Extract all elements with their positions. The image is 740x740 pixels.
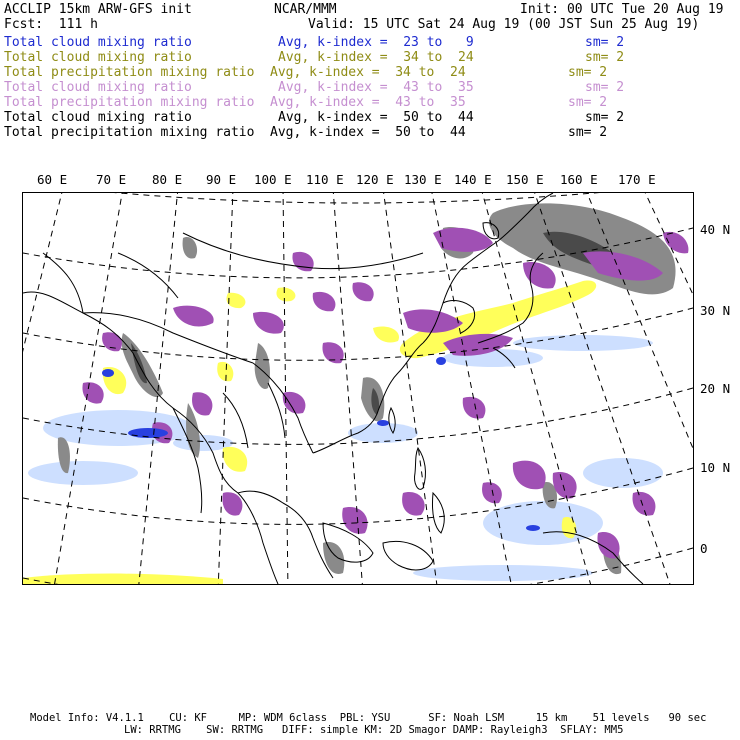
field-name: Total precipitation mixing ratio [4,65,255,80]
field-name: Total precipitation mixing ratio [4,95,255,110]
lat-label: 0 [700,541,708,556]
lon-label: 150 E [506,172,544,187]
lon-label: 70 E [96,172,127,187]
lon-label: 130 E [404,172,442,187]
lon-label: 100 E [254,172,292,187]
field-smoothing: sm= 2 [585,110,625,125]
field-avg: Avg, k-index = 50 to 44 [278,110,474,125]
field-avg: Avg, k-index = 43 to 35 [278,80,474,95]
field-avg: Avg, k-index = 23 to 9 [278,35,474,50]
lat-label: 40 N [700,222,731,237]
lat-label: 20 N [700,381,731,396]
lat-label: 10 N [700,460,731,475]
field-name: Total cloud mixing ratio [4,35,192,50]
organization-label: NCAR/MMM [274,2,337,17]
model-title: ACCLIP 15km ARW-GFS init [4,2,192,17]
field-smoothing: sm= 2 [585,80,625,95]
field-avg: Avg, k-index = 34 to 24 [270,65,466,80]
field-name: Total cloud mixing ratio [4,50,192,65]
field-smoothing: sm= 2 [568,95,608,110]
map-canvas [23,193,693,584]
map-panel [22,192,694,585]
field-avg: Avg, k-index = 43 to 35 [270,95,466,110]
model-info-line1: Model Info: V4.1.1 CU: KF MP: WDM 6class PBL: YSU SF: Noah LSM 15 km 51 levels 90 sec [30,712,707,724]
field-name: Total cloud mixing ratio [4,80,192,95]
init-time: Init: 00 UTC Tue 20 Aug 19 [520,2,724,17]
lon-label: 110 E [306,172,344,187]
field-smoothing: sm= 2 [568,125,608,140]
field-name: Total cloud mixing ratio [4,110,192,125]
field-avg: Avg, k-index = 50 to 44 [270,125,466,140]
lon-label: 90 E [206,172,237,187]
lon-label: 60 E [37,172,68,187]
lon-label: 80 E [152,172,183,187]
field-name: Total precipitation mixing ratio [4,125,255,140]
lon-label: 120 E [356,172,394,187]
model-info-line2: LW: RRTMG SW: RRTMG DIFF: simple KM: 2D Smagor DAMP: Rayleigh3 SFLAY: MM5 [124,724,624,736]
lon-label: 170 E [618,172,656,187]
field-smoothing: sm= 2 [585,35,625,50]
light-blue-cloud-field [28,335,663,581]
forecast-hour: Fcst: 111 h [4,17,98,32]
field-avg: Avg, k-index = 34 to 24 [278,50,474,65]
lon-label: 160 E [560,172,598,187]
lat-label: 30 N [700,303,731,318]
field-smoothing: sm= 2 [568,65,608,80]
lon-label: 140 E [454,172,492,187]
valid-time: Valid: 15 UTC Sat 24 Aug 19 (00 JST Sun 25 Aug 19) [308,17,700,32]
field-smoothing: sm= 2 [585,50,625,65]
